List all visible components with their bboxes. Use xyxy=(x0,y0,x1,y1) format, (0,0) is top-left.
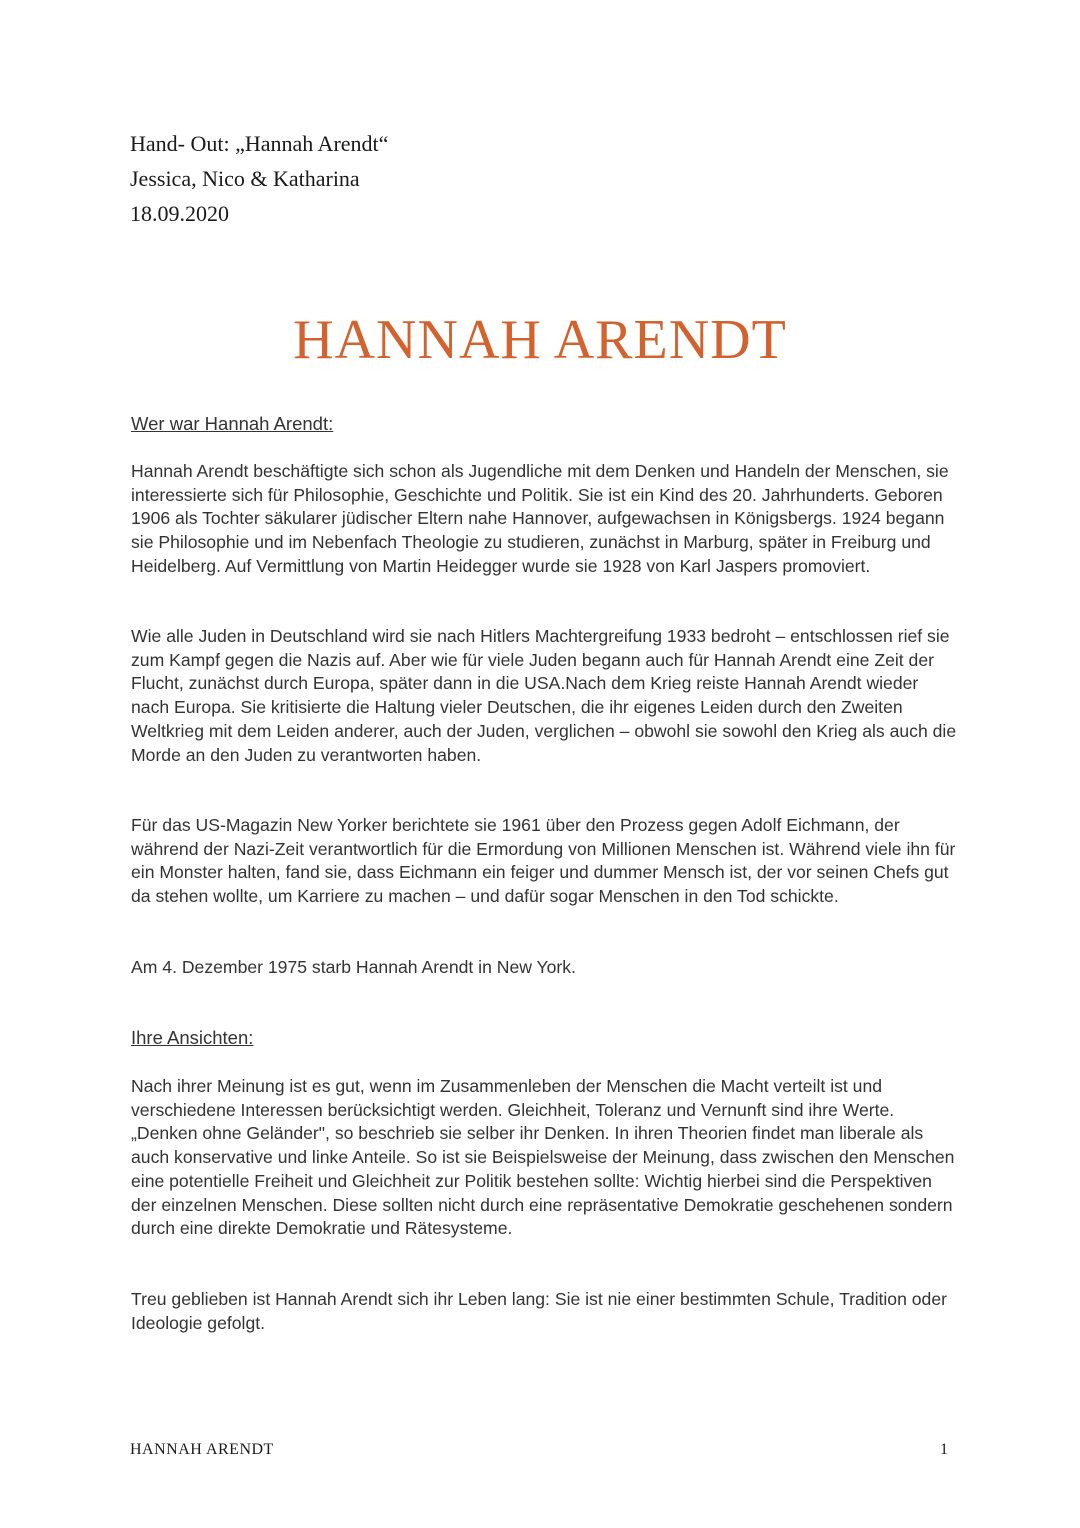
page-title: HANNAH ARENDT xyxy=(293,309,787,371)
paragraph-views-2: Treu geblieben ist Hannah Arendt sich ihr Leben lang: Sie ist nie einer bestimmten Schule, Tradition oder Ideologie gefolgt. xyxy=(131,1289,947,1333)
date-line: 18.09.2020 xyxy=(130,201,229,226)
section-heading-ansichten: Ihre Ansichten: xyxy=(131,1027,254,1048)
paragraph-biography-4: Am 4. Dezember 1975 starb Hannah Arendt in New York. xyxy=(131,957,576,977)
paragraph-biography-1: Hannah Arendt beschäftigte sich schon als Jugendliche mit dem Denken und Handeln der Menschen, sie interessierte sich für Philosophie, Geschichte und Politik. Sie ist ein Kind des 20. Jahrhunderts. Geboren 1906 als Tochter säkularer jüdischer Eltern nahe Hannover, aufgewachsen in Königsbergs. 1924 begann sie Philosophie und im Nebenfach Theologie zu studieren, zunächst in Marburg, später in Freiburg und Heidelberg. Auf Vermittlung von Martin Heidegger wurde sie 1928 von Karl Jaspers promoviert. xyxy=(131,461,949,576)
footer-title: HANNAH ARENDT xyxy=(130,1441,274,1458)
paragraph-biography-2: Wie alle Juden in Deutschland wird sie nach Hitlers Machtergreifung 1933 bedroht – entschlossen rief sie zum Kampf gegen die Nazis auf. Aber wie für viele Juden begann auch für Hannah Arendt eine Zeit der Flucht, zunächst durch Europa, später dann in die USA.Nach dem Krieg reiste Hannah Arendt wieder nach Europa. Sie kritisierte die Haltung vieler Deutschen, die ihr eigenes Leiden durch den Zweiten Weltkrieg mit dem Leiden anderer, auch der Juden, verglichen – obwohl sie sowohl den Krieg als auch die Morde an den Juden zu verantworten haben. xyxy=(131,626,957,765)
authors-line: Jessica, Nico & Katharina xyxy=(130,166,360,191)
paragraph-biography-3: Für das US-Magazin New Yorker berichtete sie 1961 über den Prozess gegen Adolf Eichmann, der während der Nazi-Zeit verantwortlich für die Ermordung von Millionen Menschen ist. Während viele ihn für ein Monster halten, fand sie, dass Eichmann ein feiger und dummer Mensch ist, der vor seinen Chefs gut da stehen wollte, um Karriere zu machen – und dafür sogar Menschen in den Tod schickte. xyxy=(131,815,956,907)
document-header xyxy=(130,126,388,231)
section-heading-wer-war: Wer war Hannah Arendt: xyxy=(131,413,334,434)
paragraph-views-1: Nach ihrer Meinung ist es gut, wenn im Zusammenleben der Menschen die Macht verteilt ist und verschiedene Interessen berücksichtigt werden. Gleichheit, Toleranz und Vernunft sind ihre Werte. „Denken ohne Geländer", so beschrieb sie selber ihr Denken. In ihren Theorien findet man liberale als auch konservative und linke Anteile. So ist sie Beispielsweise der Meinung, dass zwischen den Menschen eine potentielle Freiheit und Gleichheit zur Politik bestehen sollte: Wichtig hierbei sind die Perspektiven der einzelnen Menschen. Diese sollten nicht durch eine repräsentative Demokratie geschehenen sondern durch eine direkte Demokratie und Rätesysteme. xyxy=(131,1076,955,1239)
page-number: 1 xyxy=(940,1441,948,1458)
handout-title-line: Hand- Out: „Hannah Arendt“ xyxy=(130,131,389,156)
